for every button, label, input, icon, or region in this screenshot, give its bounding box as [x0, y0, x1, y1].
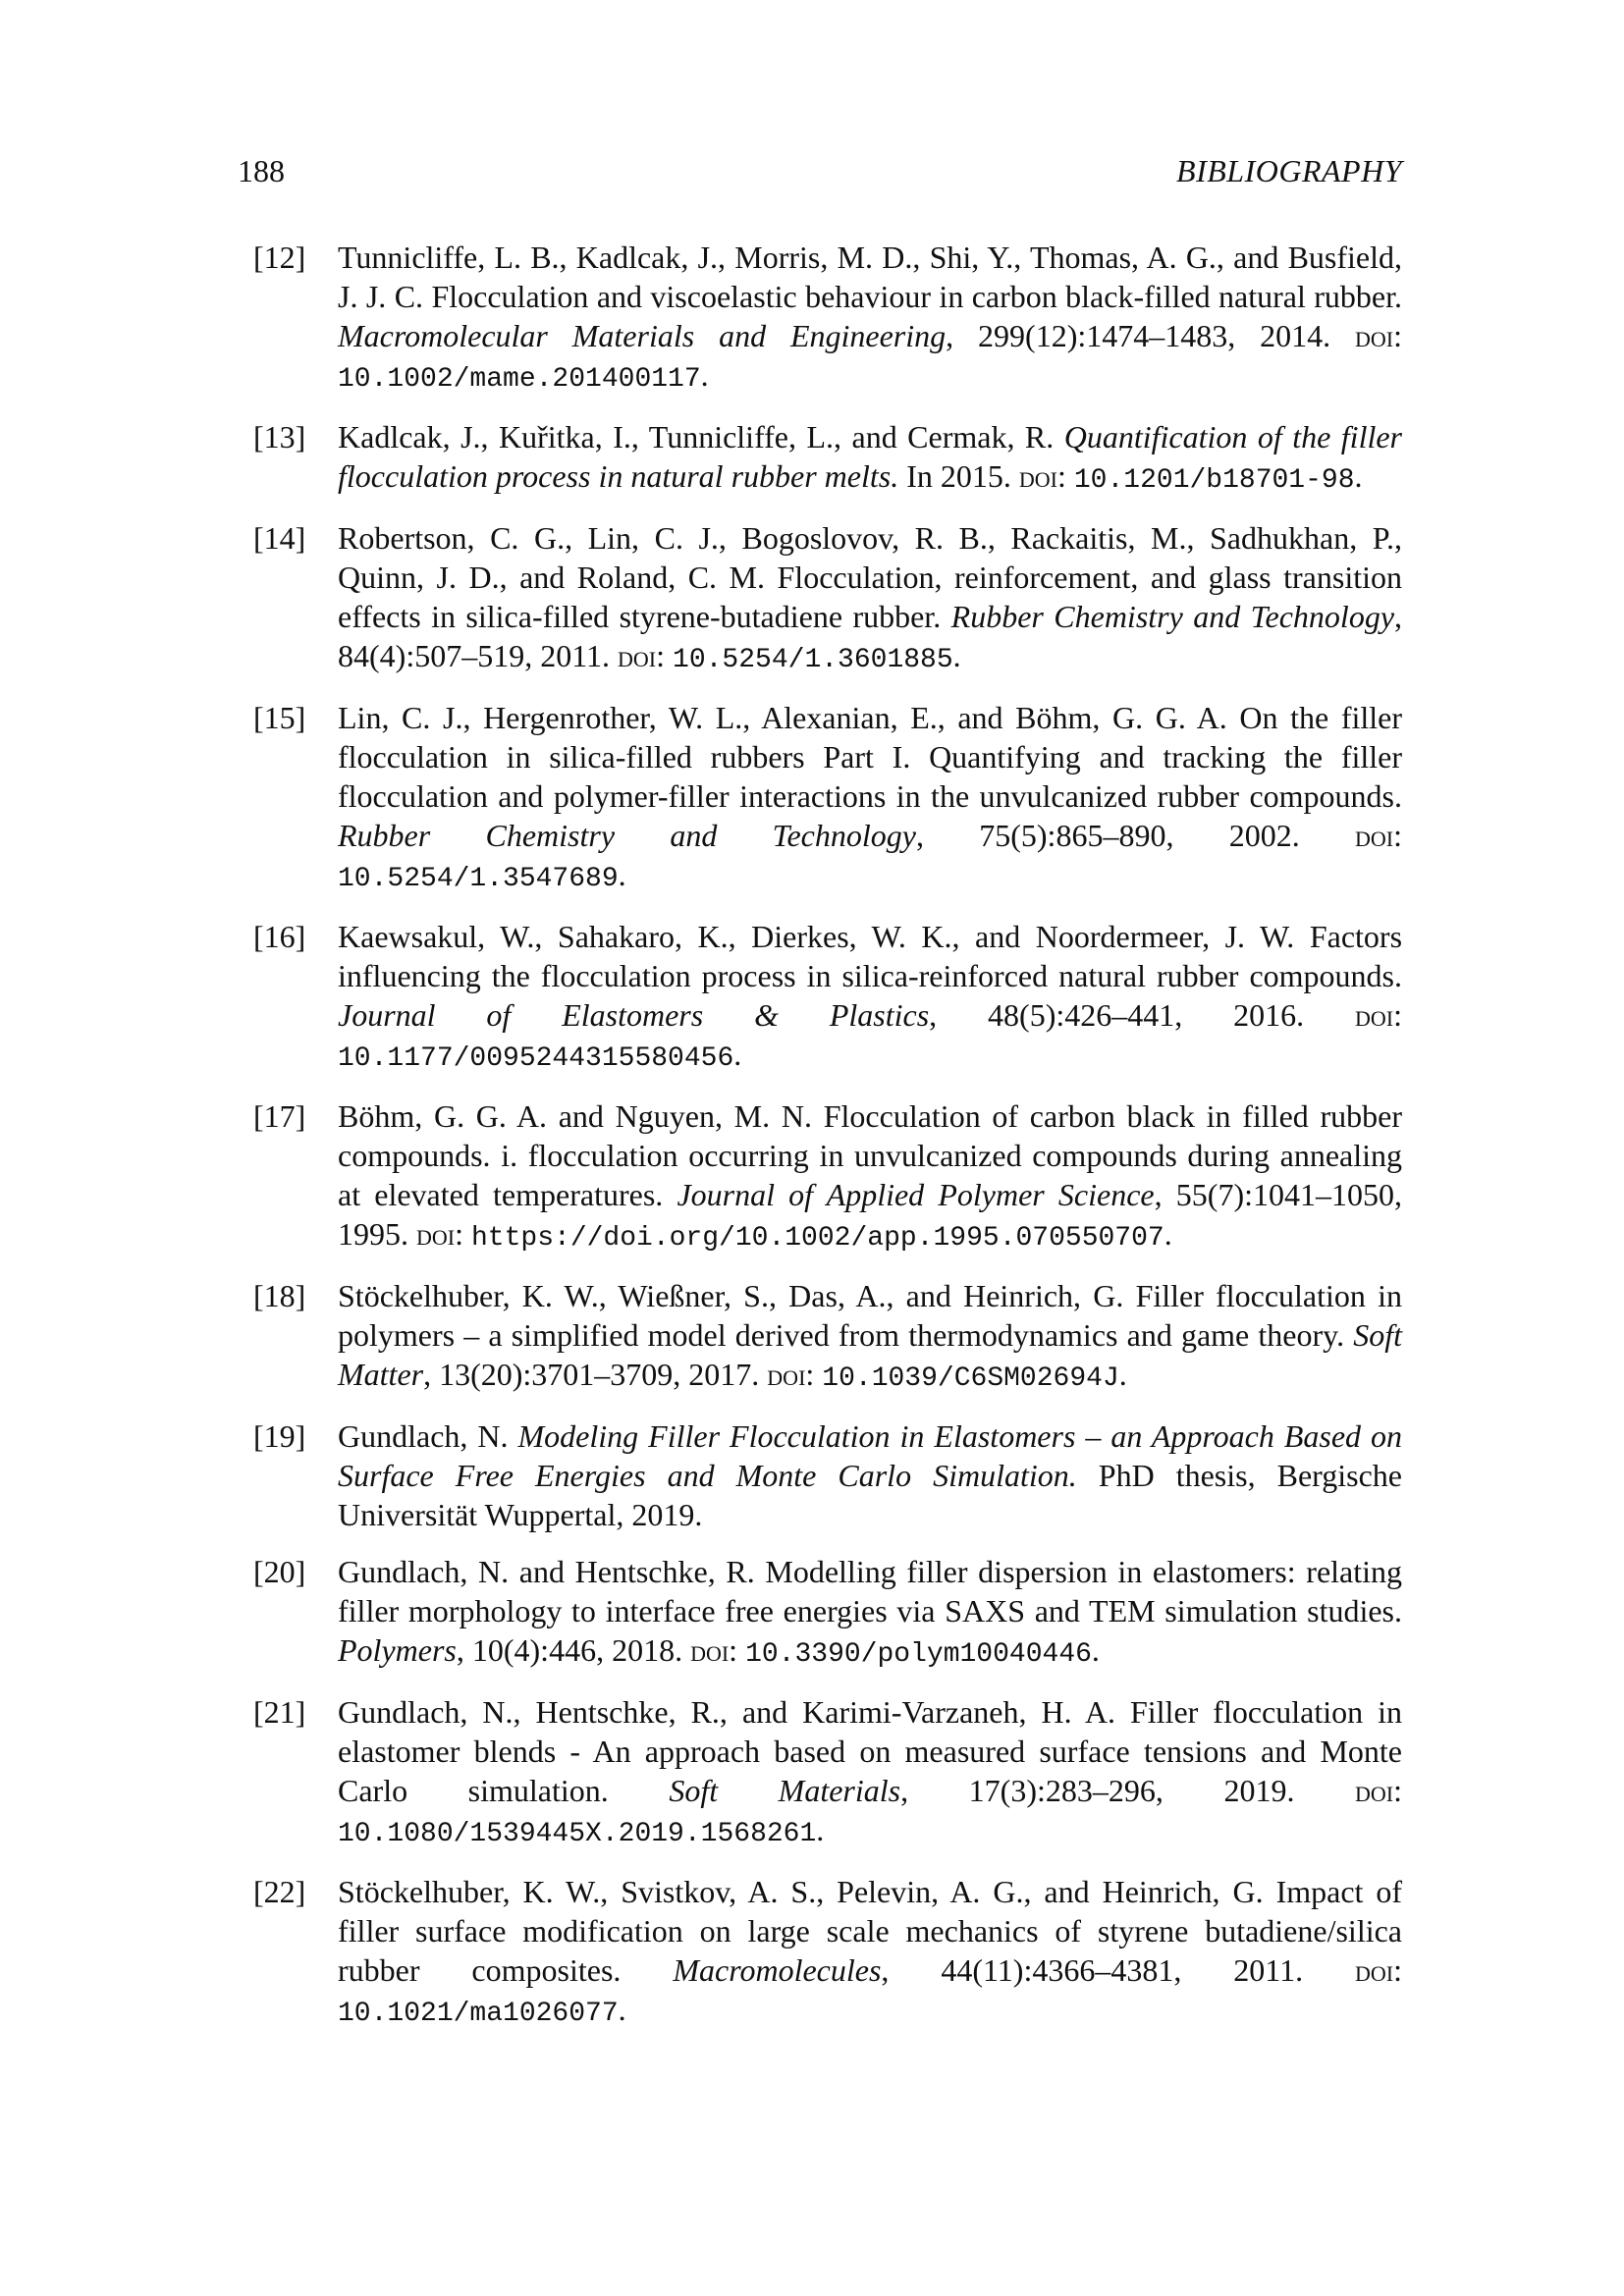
reference-details: , 48(5):426–441, 2016.	[929, 997, 1305, 1033]
doi-label: doi	[1355, 818, 1394, 853]
doi-label: doi	[1355, 997, 1394, 1033]
doi-label: doi	[690, 1632, 730, 1668]
reference-venue: Rubber Chemistry and Technology	[950, 599, 1395, 634]
reference-entry: [21] Gundlach, N., Hentschke, R., and Karimi-Varzaneh, H. A. Filler flocculation in elastomer blends - An approach based on measured surface tensions and Monte Carlo simulation. Soft Materials, 17(3):283–296, 2019. doi: 10.1080/1539445X.2019.1568261.	[253, 1694, 1403, 1849]
reference-venue: Soft Materials	[669, 1773, 901, 1808]
reference-details: , 44(11):4366–4381, 2011.	[881, 1952, 1304, 1988]
bibliography-list	[238, 238, 1402, 2052]
doi-link[interactable]: 10.5254/1.3601885	[673, 645, 953, 675]
reference-venue: Soft Matter	[338, 1317, 1403, 1392]
running-head: BIBLIOGRAPHY	[1176, 153, 1402, 188]
reference-title: Impact of filler surface modification on large scale mechanics of styrene butadiene/silica rubber composites.	[338, 1874, 1403, 1988]
doi-label: doi	[1355, 1952, 1394, 1988]
reference-venue: Quantification of the filler flocculation process in natural rubber melts.	[338, 419, 1402, 494]
reference-venue: Polymers	[338, 1632, 457, 1668]
doi-link[interactable]: 10.1002/mame.201400117	[338, 364, 701, 395]
reference-entry: [12] Tunnicliffe, L. B., Kadlcak, J., Morris, M. D., Shi, Y., Thomas, A. G., and Busfield, J. J. C. Flocculation and viscoelastic behaviour in carbon black-filled natural rubber. Macromolecular Materials and Engineering, 299(12):1474–1483, 2014. doi: 10.1002/mame.201400117.	[253, 240, 1403, 395]
reference-authors: Kaewsakul, W., Sahakaro, K., Dierkes, W. K., and Noordermeer, J. W.	[338, 919, 1295, 954]
reference-entry: [17] Böhm, G. G. A. and Nguyen, M. N. Flocculation of carbon black in filled rubber compounds. i. flocculation occurring in unvulcanized compounds during annealing at elevated temperatures. Journal of Applied Polymer Science, 55(7):1041–1050, 1995. doi: https://doi.org/10.1002/app.1995.070550707.	[253, 1098, 1403, 1254]
reference-title: Flocculation and viscoelastic behaviour in carbon black-filled natural rubber.	[431, 279, 1403, 314]
doi-label: doi	[618, 638, 657, 673]
reference-details: , 13(20):3701–3709, 2017.	[423, 1357, 760, 1392]
reference-authors: Gundlach, N.	[338, 1418, 509, 1454]
reference-entry: [14] Robertson, C. G., Lin, C. J., Bogoslovov, R. B., Rackaitis, M., Sadhukhan, P., Quinn, J. D., and Roland, C. M. Flocculation, reinforcement, and glass transition effects in silica-filled styrene-butadiene rubber. Rubber Chemistry and Technology, 84(4):507–519, 2011. doi: 10.5254/1.3601885.	[253, 520, 1403, 675]
reference-details: In 2015.	[898, 458, 1011, 494]
reference-number: [18]	[253, 1278, 306, 1313]
reference-number: [17]	[253, 1098, 306, 1134]
reference-details: , 84(4):507–519, 2011.	[338, 599, 1403, 673]
reference-number: [19]	[253, 1418, 306, 1454]
reference-details: , 75(5):865–890, 2002.	[915, 818, 1300, 853]
reference-authors: Böhm, G. G. A. and Nguyen, M. N.	[338, 1098, 812, 1134]
doi-label: doi	[767, 1357, 806, 1392]
doi-link[interactable]: 10.1201/b18701-98	[1073, 465, 1355, 496]
reference-authors: Gundlach, N., Hentschke, R., and Karimi-Varzaneh, H. A.	[338, 1694, 1115, 1730]
reference-entry: [16] Kaewsakul, W., Sahakaro, K., Dierkes, W. K., and Noordermeer, J. W. Factors influencing the flocculation process in silica-reinforced natural rubber compounds. Journal of Elastomers & Plastics, 48(5):426–441, 2016. doi: 10.1177/0095244315580456.	[253, 919, 1403, 1074]
reference-authors: Kadlcak, J., Kuřitka, I., Tunnicliffe, L., and Cermak, R.	[338, 419, 1055, 454]
reference-number: [12]	[253, 240, 306, 275]
reference-details: , 10(4):446, 2018.	[456, 1632, 683, 1668]
reference-authors: Gundlach, N. and Hentschke, R.	[338, 1554, 755, 1589]
reference-entry: [22] Stöckelhuber, K. W., Svistkov, A. S., Pelevin, A. G., and Heinrich, G. Impact of filler surface modification on large scale mechanics of styrene butadiene/silica rubber composites. Macromolecules, 44(11):4366–4381, 2011. doi: 10.1021/ma1026077.	[253, 1874, 1403, 2029]
doi-link[interactable]: 10.1080/1539445X.2019.1568261	[338, 1819, 817, 1849]
reference-title: Flocculation of carbon black in filled rubber compounds. i. flocculation occurring in unvulcanized compounds during annealing at elevated temperatures.	[338, 1098, 1403, 1212]
reference-venue: Macromolecules	[673, 1952, 882, 1988]
reference-title: Filler flocculation in elastomer blends - An approach based on measured surface tensions and Monte Carlo simulation.	[338, 1694, 1403, 1808]
doi-label: doi	[1018, 458, 1057, 494]
reference-entry: [18] Stöckelhuber, K. W., Wießner, S., Das, A., and Heinrich, G. Filler flocculation in polymers – a simplified model derived from thermodynamics and game theory. Soft Matter, 13(20):3701–3709, 2017. doi: 10.1039/C6SM02694J.	[253, 1278, 1403, 1394]
doi-link[interactable]: 10.1177/0095244315580456	[338, 1043, 734, 1074]
reference-entry: [20] Gundlach, N. and Hentschke, R. Modelling filler dispersion in elastomers: relating filler morphology to interface free energies via SAXS and TEM simulation studies. Polymers, 10(4):446, 2018. doi: 10.3390/polym10040446.	[253, 1554, 1403, 1670]
doi-link[interactable]: 10.1039/C6SM02694J	[822, 1363, 1119, 1394]
reference-title: Modelling filler dispersion in elastomers: relating filler morphology to interface free energies via SAXS and TEM simulation studies.	[338, 1554, 1403, 1629]
reference-authors: Lin, C. J., Hergenrother, W. L., Alexanian, E., and Böhm, G. G. A.	[338, 700, 1227, 735]
reference-entry	[238, 1416, 1402, 1534]
reference-entry: [15] Lin, C. J., Hergenrother, W. L., Alexanian, E., and Böhm, G. G. A. On the filler flocculation in silica-filled rubbers Part I. Quantifying and tracking the filler flocculation and polymer-filler interactions in the unvulcanized rubber compounds. Rubber Chemistry and Technology, 75(5):865–890, 2002. doi: 10.5254/1.3547689.	[253, 700, 1402, 894]
reference-title: On the filler flocculation in silica-filled rubbers Part I. Quantifying and tracking the filler flocculation and polymer-filler interactions in the unvulcanized rubber compounds.	[338, 700, 1402, 814]
doi-link[interactable]: 10.3390/polym10040446	[745, 1639, 1092, 1670]
reference-title: Factors influencing the flocculation process in silica-reinforced natural rubber compounds.	[338, 919, 1403, 993]
reference-venue: Journal of Applied Polymer Science	[677, 1177, 1155, 1212]
reference-number: [16]	[253, 919, 306, 954]
reference-number: [15]	[253, 700, 306, 735]
reference-number: [22]	[253, 1874, 306, 1909]
reference-authors: Tunnicliffe, L. B., Kadlcak, J., Morris, M. D., Shi, Y., Thomas, A. G., and Busfield, J. J. C.	[338, 240, 1402, 314]
page-number: 188	[238, 153, 285, 188]
reference-number: [14]	[253, 520, 306, 556]
doi-link[interactable]: 10.1021/ma1026077	[338, 1999, 619, 2029]
reference-venue: Rubber Chemistry and Technology	[338, 818, 916, 853]
reference-title: Flocculation, reinforcement, and glass transition effects in silica-filled styrene-butadiene rubber.	[338, 560, 1402, 634]
reference-title: Filler flocculation in polymers – a simplified model derived from thermodynamics and game theory.	[338, 1278, 1403, 1353]
doi-label: doi	[1355, 1773, 1394, 1808]
reference-details: , 55(7):1041–1050, 1995.	[338, 1177, 1403, 1252]
reference-number: [21]	[253, 1694, 306, 1730]
reference-venue: Modeling Filler Flocculation in Elastomers – an Approach Based on Surface Free Energies and Monte Carlo Simulation.	[338, 1418, 1403, 1493]
reference-venue: Macromolecular Materials and Engineering	[338, 318, 947, 353]
reference-authors: Stöckelhuber, K. W., Wießner, S., Das, A., and Heinrich, G.	[338, 1278, 1124, 1313]
reference-authors: Stöckelhuber, K. W., Svistkov, A. S., Pelevin, A. G., and Heinrich, G.	[338, 1874, 1264, 1909]
reference-number: [20]	[253, 1554, 306, 1589]
reference-details: , 299(12):1474–1483, 2014.	[946, 318, 1331, 353]
doi-label: doi	[1355, 318, 1394, 353]
page-header	[238, 149, 1402, 192]
doi-link[interactable]: 10.5254/1.3547689	[338, 864, 619, 894]
reference-authors: Robertson, C. G., Lin, C. J., Bogoslovov, R. B., Rackaitis, M., Sadhukhan, P., Quinn, J. D., and Roland, C. M.	[338, 520, 1402, 595]
reference-details: , 17(3):283–296, 2019.	[900, 1773, 1295, 1808]
reference-number: [13]	[253, 419, 306, 454]
reference-venue: Journal of Elastomers & Plastics	[338, 997, 930, 1033]
reference-entry: [13] Kadlcak, J., Kuřitka, I., Tunnicliffe, L., and Cermak, R. Quantification of the filler flocculation process in natural rubber melts. In 2015. doi: 10.1201/b18701-98.	[253, 419, 1402, 496]
reference-details: PhD thesis, Bergische Universität Wuppertal, 2019.	[338, 1458, 1403, 1532]
doi-link[interactable]: https://doi.org/10.1002/app.1995.070550707	[471, 1223, 1164, 1254]
doi-label: doi	[416, 1216, 456, 1252]
